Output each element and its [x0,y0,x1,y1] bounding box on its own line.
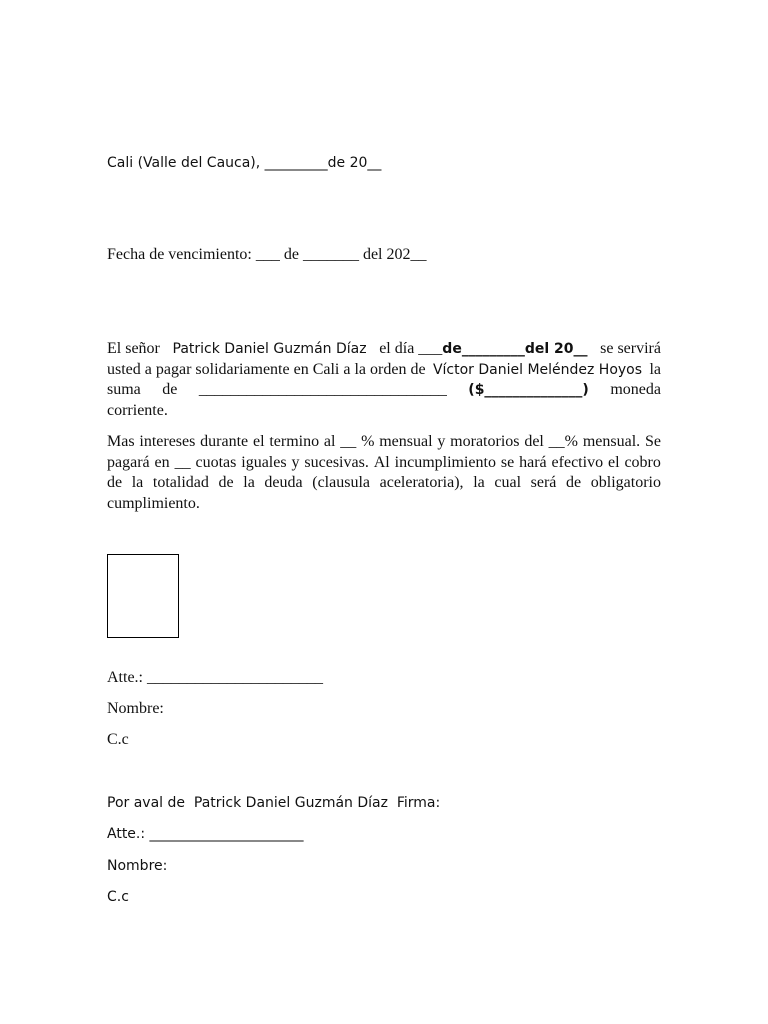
obligation-line-3: suma de _______________________________ ($______________) moneda [107,380,661,401]
interest-line-4: cumplimiento. [107,494,200,512]
interest-word: Se [644,433,661,450]
debtor-signature-line: Atte.: ______________________ [107,669,323,686]
interest-word: totalidad [152,474,209,491]
guarantor-name-label: Nombre: [107,858,168,874]
interest-word: __ [340,433,357,450]
interest-word: deuda [264,474,303,491]
interest-word: será [530,474,557,491]
interest-word: durante [200,433,249,450]
debtor-id-label: C.c [107,731,129,748]
interest-word: la [243,474,255,491]
amount-figure-blank: ($______________) [468,382,589,398]
interest-line-3 [107,473,661,494]
interest-word: moratorios [450,433,520,450]
obligation-paragraph [107,339,661,421]
interest-word: iguales [241,453,287,471]
interest-word: al [323,433,336,450]
interest-word: incumplimiento [394,453,496,471]
interest-word: cual [494,474,522,491]
debtor-name: Patrick Daniel Guzmán Díaz [172,341,367,357]
interest-word: Mas [107,433,135,450]
due-date-line: Fecha de vencimiento: ___ de _______ del 202__ [107,246,427,263]
interest-word: cuotas [195,453,237,471]
place-date-line: Cali (Valle del Cauca), _________de 20__ [107,155,382,171]
obligation-line-1: El señor Patrick Daniel Guzmán Díaz el día ___de_________del 20__ se servirá [107,339,661,360]
interest-word: y [291,453,300,471]
interest-word: termino [269,433,320,450]
interest-word: del [524,433,544,450]
interest-word: % [361,433,375,450]
interest-word: __ [174,453,191,471]
interest-word: hará [519,453,547,471]
interest-word: el [607,453,620,471]
interest-word: en [154,453,170,471]
interest-word: obligatorio [590,474,661,491]
interest-word: efectivo [551,453,604,471]
interest-word: __% [548,433,578,450]
interest-word: Al [373,453,390,471]
interest-word: de [218,474,234,491]
guarantor-id-label: C.c [107,889,129,905]
interest-word: aceleratoria), [379,474,464,491]
interest-word: de [566,474,582,491]
interest-word: la [131,474,144,491]
obligation-line-4: corriente. [107,401,168,419]
creditor-name: Víctor Daniel Meléndez Hoyos [432,361,643,378]
date-blank-bold: de_________del 20__ [442,341,588,357]
interest-paragraph [107,432,661,514]
interest-word: cobro [624,453,661,471]
fingerprint-box [107,554,179,638]
interest-line-2 [107,453,661,474]
interest-word: de [107,474,123,491]
interest-word: mensual [379,433,433,450]
debtor-name-label: Nombre: [107,700,164,717]
interest-line-1 [107,432,661,453]
interest-word: pagará [107,453,150,471]
interest-word: sucesivas. [304,453,369,471]
interest-word: la [473,474,485,491]
amount-blank: _______________________________ [198,381,447,398]
interest-word: y [437,433,446,450]
guarantor-title: Por aval de Patrick Daniel Guzmán Díaz Firma: [107,795,441,811]
interest-word: (clausula [312,474,370,491]
obligation-line-2: usted a pagar solidariamente en Cali a la orden de Víctor Daniel Meléndez Hoyos la [107,360,661,381]
interest-word: el [252,433,265,450]
interest-word: se [500,453,515,471]
guarantor-signature-line: Atte.: ______________________ [107,826,304,842]
interest-word: intereses [139,433,196,450]
interest-word: mensual. [582,433,641,450]
